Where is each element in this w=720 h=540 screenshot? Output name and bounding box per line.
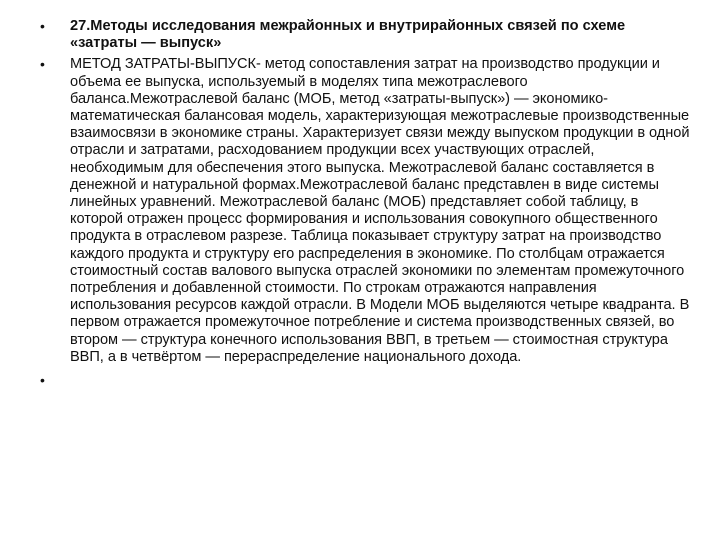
- bullet-item-body: [32, 56, 692, 366]
- bullet-item-heading: [32, 18, 692, 52]
- section-heading: 27.Методы исследования межрайонных и внутрирайонных связей по схеме «затраты — выпуск»: [70, 18, 626, 52]
- bullet-item-empty: [32, 372, 692, 389]
- bullet-marker: •: [40, 18, 45, 34]
- bullet-marker: •: [40, 372, 45, 389]
- body-paragraph: МЕТОД ЗАТРАТЫ-ВЫПУСК- метод сопоставления затрат на производство продукции и объема ее выпуска, используемый в моделях типа межотраслевого баланса.Межотраслевой баланс (МОБ, метод «затраты-выпуск») — экономико-математическая балансовая модель, характеризующая межотраслевые производственные взаимосвязи в экономике страны. Характеризует связи между выпуском продукции в одной отрасли и затратами, расходованием продукции всех участвующих отраслей, необходимым для обеспечения этого выпуска. Межотраслевой баланс составляется в денежной и натуральной формах.Межотраслевой баланс представлен в виде системы линейных уравнений. Межотраслевой баланс (МОБ) представляет собой таблицу, в которой отражен процесс формирования и использования совокупного общественного продукта в отраслевом разрезе. Таблица показывает структуру затрат на производство каждого продукта и структуру его распределения в экономике. По столбцам отражается стоимостный состав валового выпуска отраслей экономики по элементам промежуточного потребления и добавленной стоимости. По строкам отражаются направления использования ресурсов каждой отрасли. В Модели МОБ выделяются четыре квадранта. В первом отражается промежуточное потребление и система производственных связей, во втором — структура конечного использования ВВП, в третьем — стоимостная структура ВВП, а в четвёртом — перераспределение национального дохода.: [70, 56, 690, 365]
- bullet-marker: •: [40, 56, 45, 73]
- bullet-list: [32, 18, 692, 393]
